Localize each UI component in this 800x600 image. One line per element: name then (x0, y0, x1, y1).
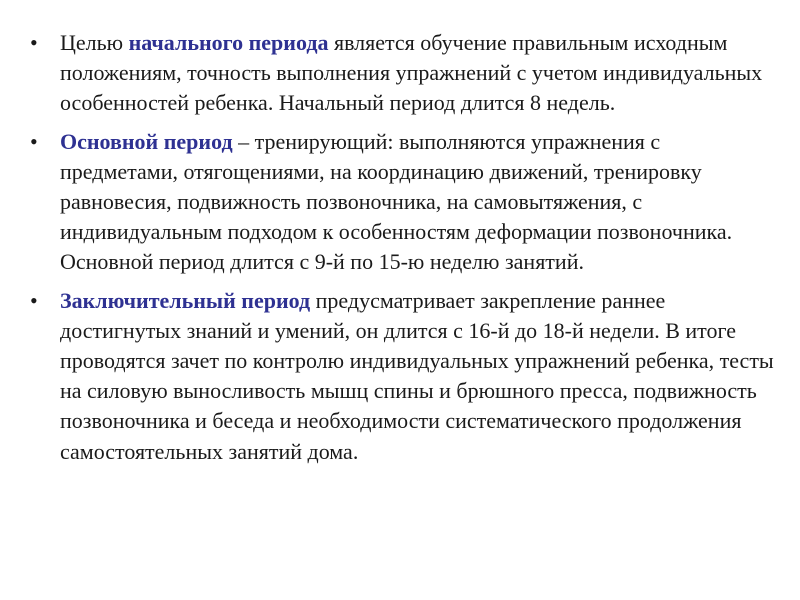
bullet-item-final-period (28, 286, 780, 467)
item-text-after: предусматривает закрепление раннее достигнутых знаний и умений, он длится с 16-й до 18-й недели. В итоге проводятся зачет по контролю индивидуальных упражнений ребенка, тесты на силовую выносливость мышц спины и брюшного пресса, подвижность позвоночника и беседа и необходимости систематического продолжения самостоятельных занятий дома. (60, 287, 774, 464)
bullet-icon: • (30, 128, 38, 154)
term-final-period: Заключительный период (60, 287, 311, 313)
bullet-list (28, 28, 780, 475)
item-text-after: – тренирующий: выполняются упражнения с предметами, отягощениями, на координацию движений, тренировку равновесия, подвижность позвоночника, на самовытяжения, с индивидуальным подходом к особенностям деформации позвоночника. Основной период длится с 9-й по 15-ю неделю занятий. (60, 128, 733, 275)
item-text-after: является обучение правильным исходным положениям, точность выполнения упражнений с учетом индивидуальных особенностей ребенка. Начальный период длится 8 недель. (60, 30, 763, 116)
term-initial-period: начального периода (128, 30, 329, 55)
bullet-item-initial-period (28, 28, 780, 119)
bullet-icon: • (30, 30, 38, 55)
bullet-item-main-period (28, 127, 780, 278)
term-main-period: Основной период (60, 128, 233, 154)
bullet-icon: • (30, 287, 38, 313)
item-text-before: Целью (60, 30, 129, 55)
